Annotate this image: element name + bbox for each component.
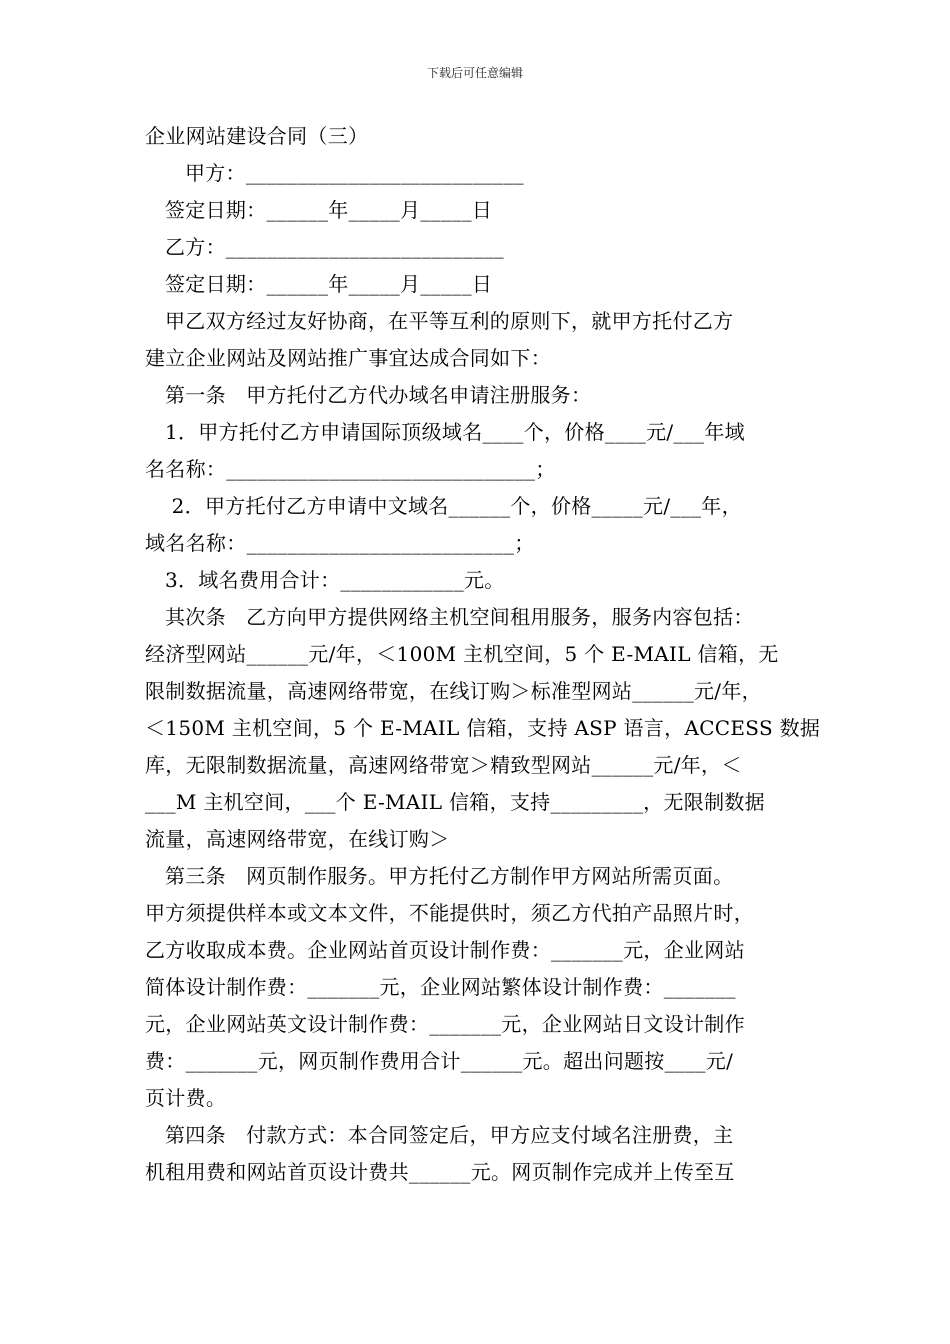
paragraph-line: 限制数据流量，高速网络带宽，在线订购＞标准型网站______元/年， [145, 679, 762, 703]
party-b-line: 乙方：___________________________ [145, 235, 504, 259]
paragraph-line: ___M 主机空间，___个 E-MAIL 信箱，支持_________，无限制数据 [145, 790, 765, 814]
sign-date-b-line: 签定日期：______年_____月_____日 [145, 272, 493, 296]
paragraph-line: 建立企业网站及网站推广事宜达成合同如下： [145, 346, 551, 370]
sign-date-a-line: 签定日期：______年_____月_____日 [145, 198, 493, 222]
document-body [145, 118, 825, 1191]
article-heading: 其次条 乙方向甲方提供网络主机空间租用服务，服务内容包括： [145, 605, 754, 629]
paragraph-line: 元，企业网站英文设计制作费：_______元，企业网站日文设计制作 [145, 1012, 745, 1036]
paragraph-line: 3．域名费用合计：____________元。 [145, 568, 505, 592]
page-header: 下载后可任意编辑 [426, 66, 523, 80]
paragraph-line: 页计费。 [145, 1086, 227, 1110]
paragraph-line: 1．甲方托付乙方申请国际顶级域名____个，价格____元/___年域 [145, 420, 745, 444]
paragraph-line: 2．甲方托付乙方申请中文域名______个，价格_____元/___年， [145, 494, 742, 518]
article-heading: 第三条 网页制作服务。甲方托付乙方制作甲方网站所需页面。 [145, 864, 734, 888]
paragraph-line: 费：_______元，网页制作费用合计______元。超出问题按____元/ [145, 1049, 734, 1073]
paragraph-line: 流量，高速网络带宽，在线订购＞ [145, 827, 450, 851]
document-title: 企业网站建设合同（三） [145, 124, 369, 148]
paragraph-line: 甲方须提供样本或文本文件，不能提供时，须乙方代拍产品照片时， [145, 901, 754, 925]
paragraph-line: 库，无限制数据流量，高速网络带宽＞精致型网站______元/年，＜ [145, 753, 742, 777]
paragraph-line: 机租用费和网站首页设计费共______元。网页制作完成并上传至互 [145, 1160, 735, 1184]
paragraph-line: 甲乙双方经过友好协商，在平等互利的原则下，就甲方托付乙方 [145, 309, 734, 333]
paragraph-line: 名名称：______________________________； [145, 457, 556, 481]
paragraph-line: 经济型网站______元/年，＜100M 主机空间，5 个 E-MAIL 信箱，无 [145, 642, 779, 666]
article-heading: 第一条 甲方托付乙方代办域名申请注册服务： [145, 383, 592, 407]
paragraph-line: ＜150M 主机空间，5 个 E-MAIL 信箱，支持 ASP 语言，ACCESS 数据 [145, 716, 821, 740]
party-a-line: 甲方：___________________________ [145, 161, 524, 185]
paragraph-line: 乙方收取成本费。企业网站首页设计制作费：_______元，企业网站 [145, 938, 745, 962]
article-heading: 第四条 付款方式：本合同签定后，甲方应支付域名注册费，主 [145, 1123, 734, 1147]
paragraph-line: 简体设计制作费：_______元，企业网站繁体设计制作费：_______ [145, 975, 736, 999]
paragraph-line: 域名名称：__________________________； [145, 531, 535, 555]
